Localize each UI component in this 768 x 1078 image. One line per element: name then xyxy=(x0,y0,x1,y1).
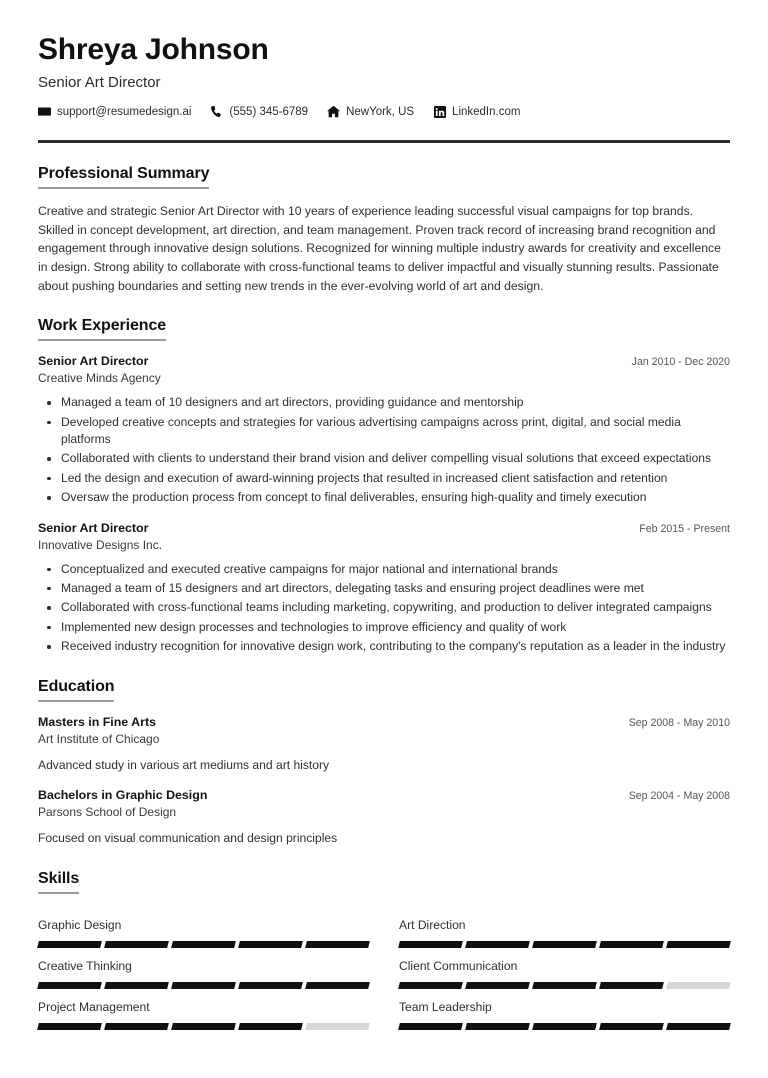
education-entry-header xyxy=(38,715,730,729)
candidate-job-title: Senior Art Director xyxy=(38,74,161,92)
skill-level-segment xyxy=(104,941,169,948)
experience-organization: Innovative Designs Inc. xyxy=(38,537,163,552)
skill-level-segment xyxy=(305,941,370,948)
contact-email-text: support@resumedesign.ai xyxy=(57,105,192,118)
experience-bullet: Managed a team of 10 designers and art directors, providing guidance and mentorship xyxy=(38,394,730,411)
experience-bullet: Conceptualized and executed creative campaigns for major national and international brands xyxy=(38,561,730,578)
experience-entry-header xyxy=(38,521,730,535)
skill-level-segment xyxy=(599,1023,664,1030)
skill-level-segment xyxy=(398,941,463,948)
section-title-experience: Work Experience xyxy=(38,317,166,341)
education-entry xyxy=(38,788,730,848)
skill-name: Creative Thinking xyxy=(38,958,132,973)
skill-level-segment xyxy=(666,941,731,948)
candidate-name: Shreya Johnson xyxy=(38,33,269,66)
section-professional-summary xyxy=(38,165,730,295)
education-entry xyxy=(38,715,730,775)
skill-level-segment xyxy=(37,941,102,948)
skill-level-segment xyxy=(599,941,664,948)
contact-location[interactable] xyxy=(327,105,414,118)
home-icon xyxy=(327,105,340,118)
experience-bullet: Oversaw the production process from concept to final deliverables, ensuring high-quality and timely execution xyxy=(38,489,730,506)
linkedin-icon xyxy=(433,105,446,118)
experience-list xyxy=(38,354,730,655)
skill-level-segment xyxy=(465,982,530,989)
phone-icon xyxy=(210,105,223,118)
experience-bullet: Collaborated with cross-functional teams including marketing, copywriting, and production to deliver integrated campaigns xyxy=(38,599,730,616)
contact-location-text: NewYork, US xyxy=(346,105,415,118)
contact-linkedin-text: LinkedIn.com xyxy=(452,105,521,118)
skill-level-segment xyxy=(532,941,597,948)
skill-name: Team Leadership xyxy=(399,999,492,1014)
skill-level-segment xyxy=(171,982,236,989)
skill-level-segment xyxy=(238,982,303,989)
skill-level-segment xyxy=(238,1023,303,1030)
contact-phone-text: (555) 345-6789 xyxy=(229,105,309,118)
skill-item xyxy=(38,989,369,1030)
skill-level-bar xyxy=(399,941,730,948)
experience-entry xyxy=(38,354,730,506)
summary-text: Creative and strategic Senior Art Director with 10 years of experience leading successful visual campaigns for top brands. Skilled in concept development, art direction, and team management. Proven track record of increasing brand recognition and engagement through innovative design solutions. Recognized for winning multiple industry awards for creativity and excellence in design. Strong ability to collaborate with cross-functional teams to deliver impactful and visually stunning results. Passionate about pushing boundaries and setting new trends in the ever-evolving world of art and design. xyxy=(38,204,721,293)
skill-name: Graphic Design xyxy=(38,917,122,932)
experience-entry-header xyxy=(38,354,730,368)
skill-level-segment xyxy=(305,982,370,989)
education-entry-header xyxy=(38,788,730,802)
education-list xyxy=(38,715,730,848)
section-title-skills: Skills xyxy=(38,870,79,894)
skill-name: Art Direction xyxy=(399,917,466,932)
header-divider xyxy=(38,140,730,143)
contact-phone[interactable] xyxy=(210,105,308,118)
skill-level-segment xyxy=(171,1023,236,1030)
experience-date: Feb 2015 - Present xyxy=(639,522,730,535)
section-skills xyxy=(38,870,730,1030)
education-organization: Parsons School of Design xyxy=(38,805,177,820)
skill-level-segment xyxy=(238,941,303,948)
education-date: Sep 2004 - May 2008 xyxy=(628,790,730,803)
experience-bullet-list xyxy=(38,561,730,656)
education-degree: Bachelors in Graphic Design xyxy=(38,788,208,803)
skill-level-bar xyxy=(399,1023,730,1030)
experience-bullet: Implemented new design processes and technologies to improve efficiency and quality of work xyxy=(38,619,730,636)
contact-linkedin[interactable] xyxy=(433,105,520,118)
skill-level-segment xyxy=(37,1023,102,1030)
experience-bullet: Developed creative concepts and strategies for various advertising campaigns across print, digital, and social media platforms xyxy=(38,414,730,449)
skill-level-segment xyxy=(37,982,102,989)
experience-organization: Creative Minds Agency xyxy=(38,371,161,386)
experience-role: Senior Art Director xyxy=(38,520,149,535)
contact-email[interactable] xyxy=(38,105,191,118)
skill-level-segment xyxy=(104,982,169,989)
envelope-icon xyxy=(38,105,51,118)
skill-level-segment xyxy=(666,1023,731,1030)
skill-name: Client Communication xyxy=(399,958,518,973)
skill-level-bar xyxy=(38,982,369,989)
experience-bullet: Led the design and execution of award-winning projects that resulted in increased client satisfaction and retention xyxy=(38,470,730,487)
experience-role: Senior Art Director xyxy=(38,354,149,369)
skill-level-segment xyxy=(104,1023,169,1030)
experience-bullet: Collaborated with clients to understand their brand vision and deliver compelling visual solutions that exceed expectations xyxy=(38,450,730,467)
education-description: Advanced study in various art mediums and art history xyxy=(38,757,330,772)
skill-level-segment xyxy=(305,1023,370,1030)
skill-item xyxy=(399,907,730,948)
skill-level-bar xyxy=(38,941,369,948)
education-organization: Art Institute of Chicago xyxy=(38,731,160,746)
section-title-education: Education xyxy=(38,678,114,702)
experience-date: Jan 2010 - Dec 2020 xyxy=(631,356,730,369)
section-work-experience xyxy=(38,317,730,655)
skill-item xyxy=(38,907,369,948)
education-description: Focused on visual communication and design principles xyxy=(38,831,338,846)
skill-level-segment xyxy=(171,941,236,948)
skills-grid xyxy=(38,907,730,1030)
experience-entry xyxy=(38,521,730,656)
contact-row xyxy=(38,105,730,118)
skill-level-segment xyxy=(532,982,597,989)
experience-bullet-list xyxy=(38,394,730,506)
skill-item xyxy=(399,948,730,989)
skill-item xyxy=(38,948,369,989)
experience-bullet: Received industry recognition for innovative design work, contributing to the company's reputation as a leader in the industry xyxy=(38,638,730,655)
skill-level-segment xyxy=(398,982,463,989)
skill-item xyxy=(399,989,730,1030)
section-title-summary: Professional Summary xyxy=(38,165,209,189)
experience-bullet: Managed a team of 15 designers and art directors, delegating tasks and ensuring project deadlines were met xyxy=(38,580,730,597)
skill-level-segment xyxy=(465,941,530,948)
education-date: Sep 2008 - May 2010 xyxy=(628,716,730,729)
resume-header xyxy=(38,32,730,118)
skill-name: Project Management xyxy=(38,999,150,1014)
skill-level-segment xyxy=(599,982,664,989)
skill-level-segment xyxy=(666,982,731,989)
skill-level-segment xyxy=(532,1023,597,1030)
section-education xyxy=(38,678,730,848)
education-degree: Masters in Fine Arts xyxy=(38,714,156,729)
skill-level-segment xyxy=(465,1023,530,1030)
skill-level-segment xyxy=(398,1023,463,1030)
skill-level-bar xyxy=(399,982,730,989)
skill-level-bar xyxy=(38,1023,369,1030)
